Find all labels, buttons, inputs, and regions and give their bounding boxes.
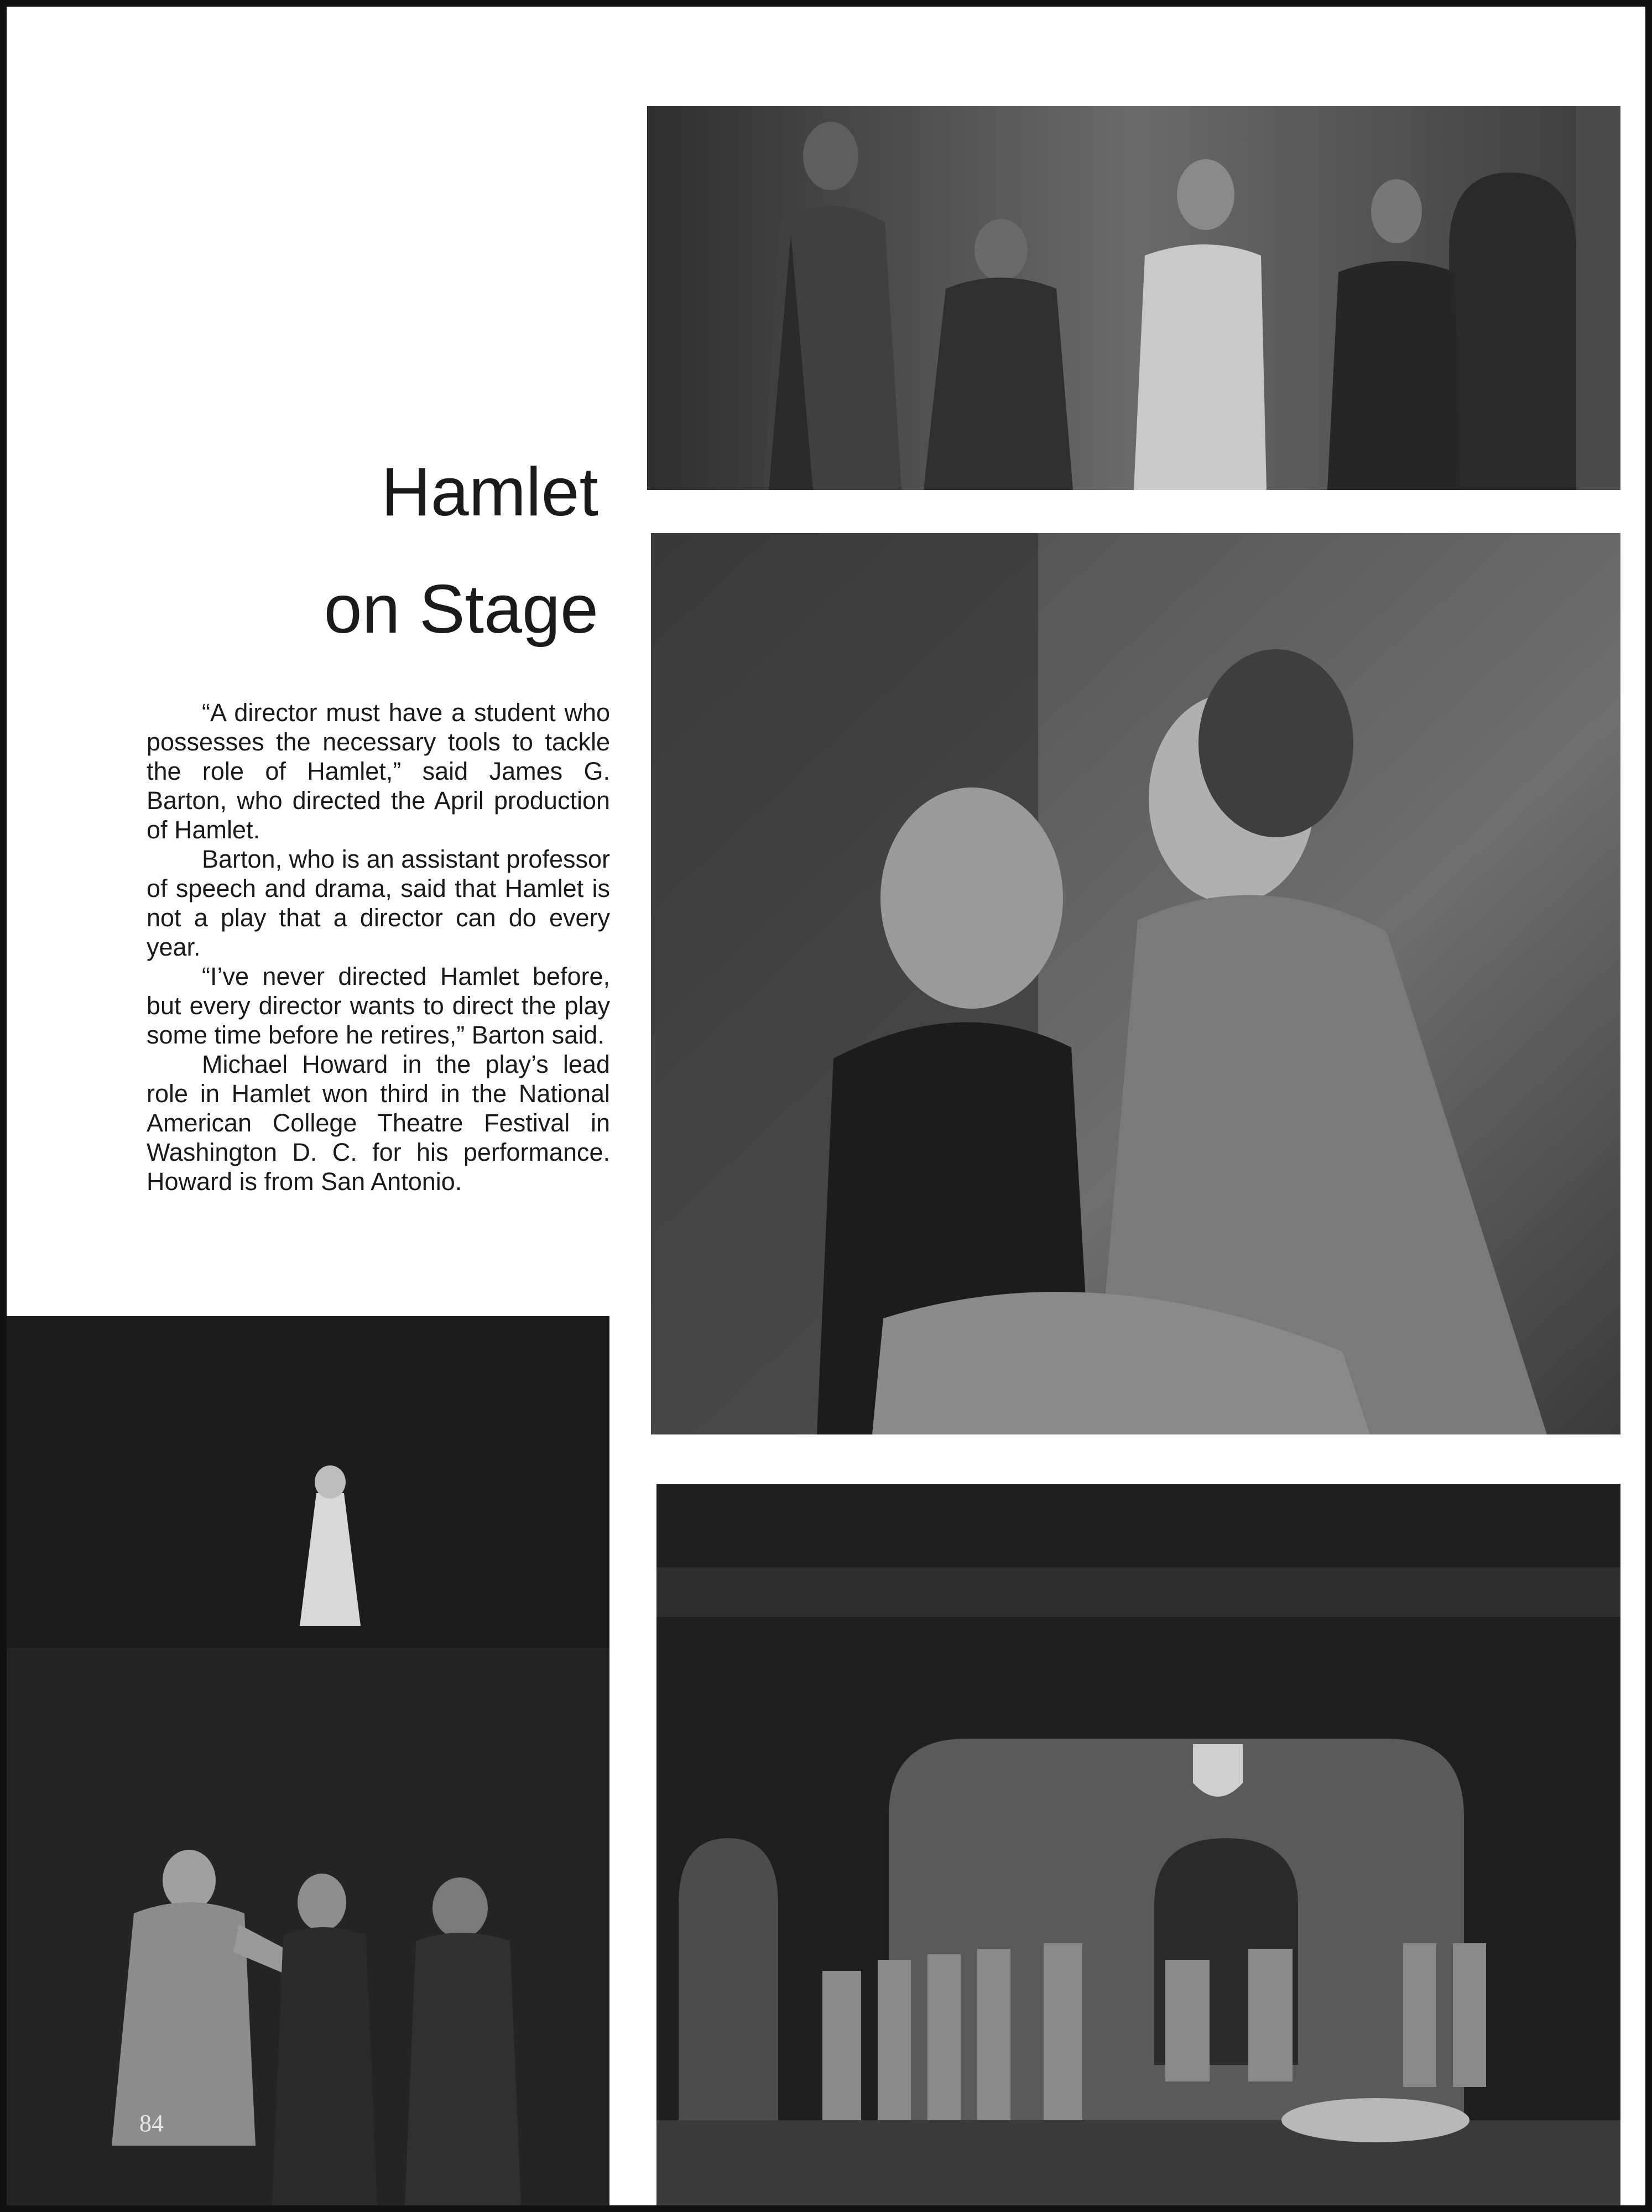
- article-paragraph: Michael Howard in the play’s lead role in Hamlet won third in the National American College Theatre Festival in Washington D. C. for his performance. Howard is from San Antonio.: [147, 1050, 610, 1196]
- article-paragraph: “A director must have a student who possesses the necessary tools to tackle the role of Hamlet,” said James G. Barton, who directed the April production of Hamlet.: [147, 698, 610, 844]
- photo-dark-stage-scene: [7, 1316, 609, 2205]
- article-paragraph: Barton, who is an assistant professor of speech and drama, said that Hamlet is not a play that a director can do every year.: [147, 845, 610, 961]
- photo-hamlet-close-up: [651, 533, 1620, 1434]
- headline-line-1: Hamlet: [381, 454, 598, 530]
- headline-line-2: on Stage: [324, 571, 598, 648]
- article-paragraph: “I’ve never directed Hamlet before, but every director wants to direct the play some time before he retires,” Barton said.: [147, 962, 610, 1049]
- photo-four-actors-on-stage: [647, 106, 1620, 490]
- article-body: [147, 698, 610, 1196]
- photo-full-cast-stage: [656, 1484, 1620, 2205]
- page-number: 84: [139, 2110, 164, 2137]
